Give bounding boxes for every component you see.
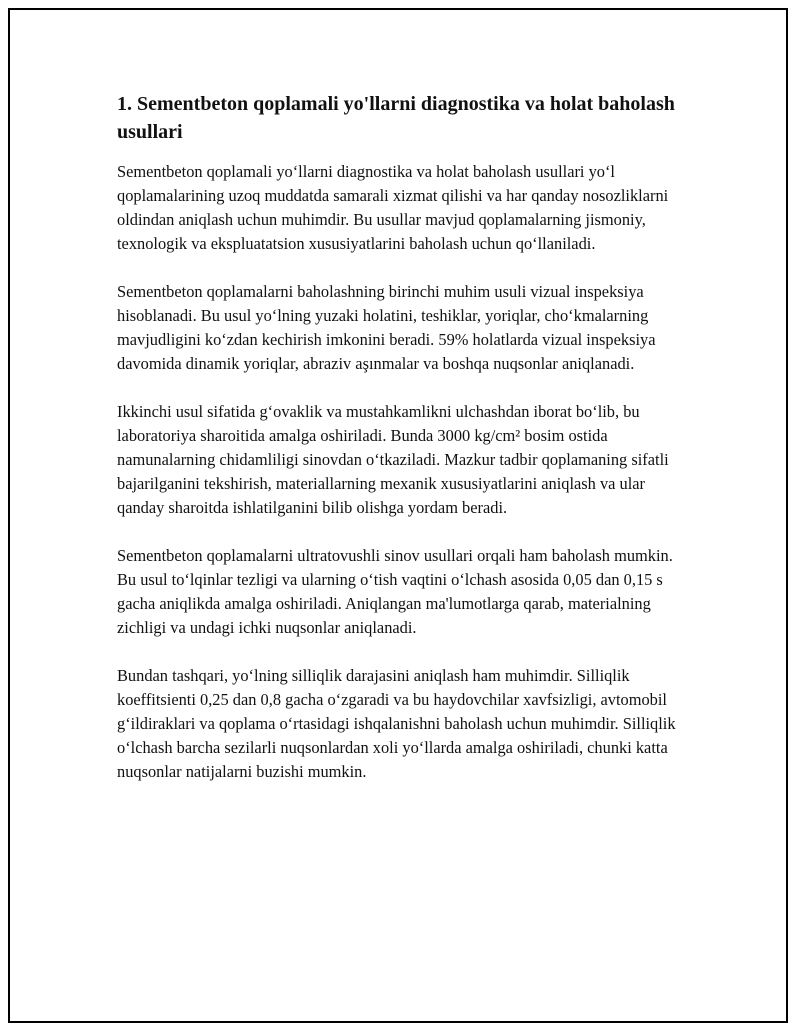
paragraph-smoothness: Bundan tashqari, yo‘lning silliqlik darajasini aniqlash ham muhimdir. Silliqlik koeffitsienti 0,25 dan 0,8 gacha o‘zgaradi va bu haydovchilar xavfsizligi, avtomobil g‘ildiraklari va qoplama o‘rtasidagi ishqalanishni baholash uchun muhimdir. Silliqlik o‘lchash barcha sezilarli nuqsonlardan xoli yo‘llarda amalga oshiriladi, chunki katta nuqsonlar natijalarni buzishi mumkin. (117, 666, 676, 781)
paragraph-porosity-strength: Ikkinchi usul sifatida g‘ovaklik va mustahkamlikni ulchashdan iborat bo‘lib, bu laboratoriya sharoitida amalga oshiriladi. Bunda 3000 kg/cm² bosim ostida namunalarning chidamliligi sinovdan o‘tkaziladi. Mazkur tadbir qoplamaning sifatli bajarilganini tekshirish, materiallarning mexanik xususiyatlarini aniqlash va ular qanday sharoitda ishlatilganini bilib olishga yordam beradi. (117, 402, 669, 517)
paragraph-ultrasonic-testing: Sementbeton qoplamalarni ultratovushli sinov usullari orqali ham baholash mumkin. Bu usul to‘lqinlar tezligi va ularning o‘tish vaqtini o‘lchash asosida 0,05 dan 0,15 s gacha aniqlikda amalga oshiriladi. Aniqlangan ma'lumotlarga qarab, materialning zichligi va undagi ichki nuqsonlar aniqlanadi. (117, 546, 673, 637)
paragraph-intro: Sementbeton qoplamali yo‘llarni diagnostika va holat baholash usullari yo‘l qoplamalarining uzoq muddatda samarali xizmat qilishi va har qanday nosozliklarni oldindan aniqlash uchun muhimdir. Bu usullar mavjud qoplamalarning jismoniy, texnologik va ekspluatatsion xususiyatlarini baholash uchun qo‘llaniladi. (117, 162, 669, 253)
paragraph-visual-inspection: Sementbeton qoplamalarni baholashning birinchi muhim usuli vizual inspeksiya hisoblanadi. Bu usul yo‘lning yuzaki holatini, teshiklar, yoriqlar, cho‘kmalarning mavjudligini ko‘zdan kechirish imkonini beradi. 59% holatlarda vizual inspeksiya davomida dinamik yoriqlar, abraziv aşınmalar va boshqa nuqsonlar aniqlanadi. (117, 282, 656, 373)
section-heading: 1. Sementbeton qoplamali yo'llarni diagnostika va holat baholash usullari (117, 93, 675, 143)
document-body (117, 90, 695, 808)
